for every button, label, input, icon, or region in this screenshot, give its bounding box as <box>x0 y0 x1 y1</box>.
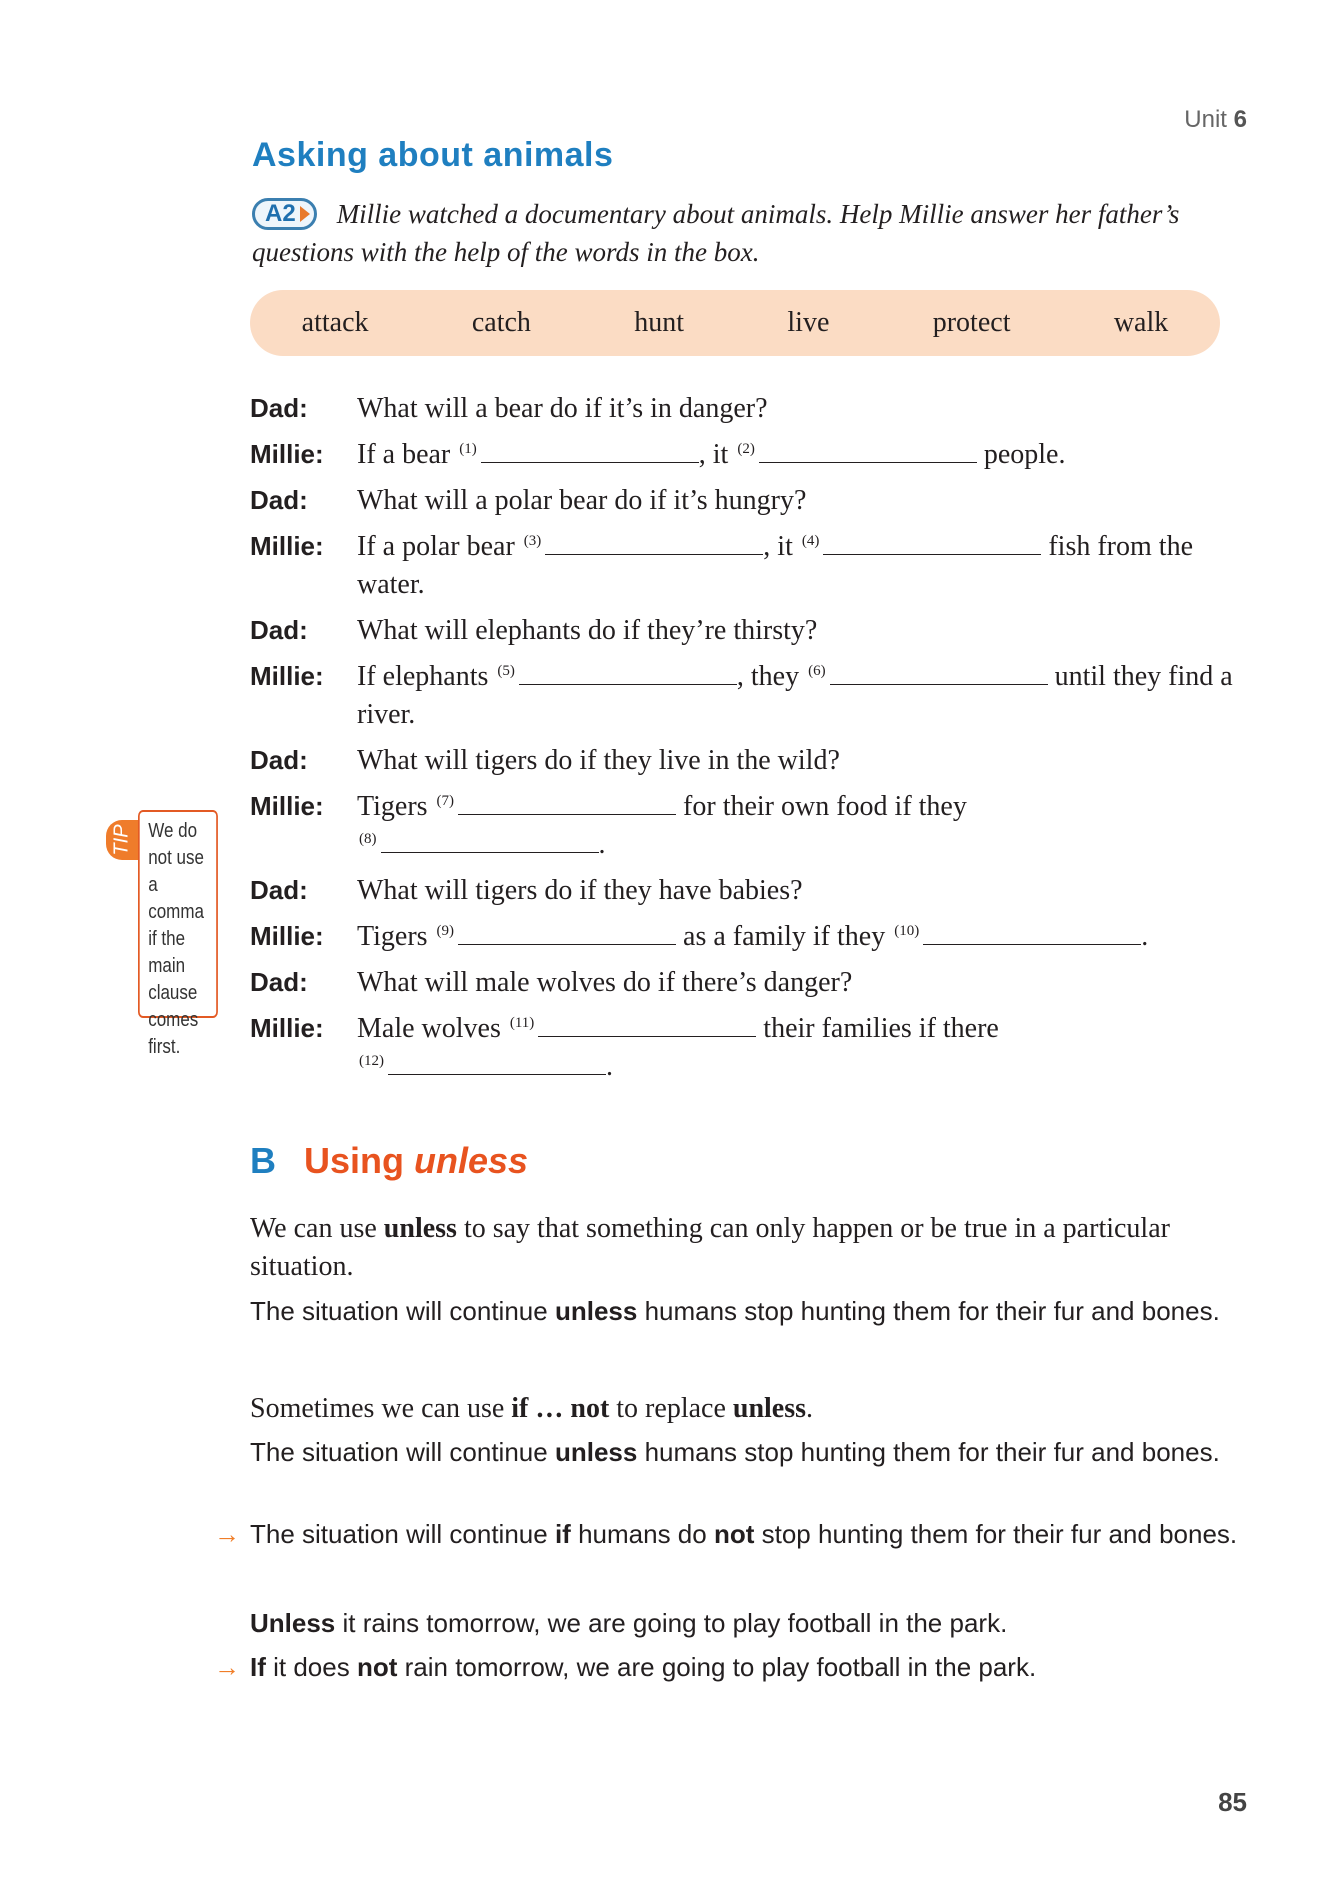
example-3: → The situation will continue if humans do not stop hunting them for their fur and bones. <box>250 1515 1250 1553</box>
dialogue-row <box>250 612 1250 650</box>
example-5: → If it does not rain tomorrow, we are going to play football in the park. <box>250 1648 1250 1686</box>
section-b-heading <box>250 1140 528 1182</box>
unit-label: Unit 6 <box>1184 106 1247 133</box>
word-catch: catch <box>471 307 531 338</box>
answer-blank[interactable] <box>519 662 737 685</box>
instruction-text: Millie watched a documentary about animals. Help Millie answer her father’s questions with the help of the words in the box. <box>252 199 1180 267</box>
answer-blank[interactable] <box>388 1052 606 1075</box>
section-letter: B <box>250 1140 276 1181</box>
dialogue-row <box>250 390 1250 428</box>
word-hunt: hunt <box>634 307 685 338</box>
section-title: Asking about animals <box>252 136 614 174</box>
answer-blank[interactable] <box>923 922 1141 945</box>
answer-blank[interactable] <box>830 662 1048 685</box>
tip-box: We do not use a comma if the main clause comes first. <box>138 810 218 1018</box>
speaker: Dad: <box>250 485 308 515</box>
dialogue-line: Tigers $^{(7)}$ for their own food if they $^{(8)}$ . <box>357 791 967 860</box>
word-protect: protect <box>932 307 1011 338</box>
speaker: Dad: <box>250 745 308 775</box>
example-2: The situation will continue unless humans stop hunting them for their fur and bones. <box>250 1437 1220 1467</box>
dialogue-line: Male wolves $^{(11)}$ their families if there $^{(12)}$ . <box>357 1013 999 1082</box>
arrow-right-icon: → <box>214 1519 240 1549</box>
answer-blank[interactable] <box>759 440 977 463</box>
dialogue-row <box>250 872 1250 910</box>
answer-blank[interactable] <box>823 532 1041 555</box>
answer-blank[interactable] <box>538 1014 756 1037</box>
word-box <box>250 290 1220 356</box>
speaker: Millie: <box>250 791 324 821</box>
word-attack: attack <box>301 307 369 338</box>
answer-blank[interactable] <box>458 922 676 945</box>
speaker: Dad: <box>250 393 308 423</box>
dialogue-line: What will a bear do if it’s in danger? <box>357 393 768 424</box>
explanation-2: Sometimes we can use if … not to replace unless. <box>250 1393 814 1424</box>
answer-blank[interactable] <box>481 440 699 463</box>
speaker: Millie: <box>250 661 324 691</box>
dialogue-line: If a bear $^{(1)}$ , it $^{(2)}$ people. <box>357 439 1066 470</box>
speaker: Millie: <box>250 531 324 561</box>
word-walk: walk <box>1113 307 1169 338</box>
dialogue-row <box>250 742 1250 780</box>
dialogue-line: If a polar bear $^{(3)}$ , it $^{(4)}$ fish from the water. <box>357 531 1193 600</box>
word-live: live <box>787 307 830 338</box>
answer-blank[interactable] <box>545 532 763 555</box>
tip-label: TIP <box>106 820 138 860</box>
dialogue-row <box>250 482 1250 520</box>
speaker: Dad: <box>250 615 308 645</box>
dialogue-row <box>250 436 1250 474</box>
dialogue-row <box>250 658 1250 734</box>
speaker: Millie: <box>250 1013 324 1043</box>
dialogue-line: What will a polar bear do if it’s hungry? <box>357 485 807 516</box>
example-1: The situation will continue unless humans stop hunting them for their fur and bones. <box>250 1296 1220 1326</box>
dialogue-line: Tigers $^{(9)}$ as a family if they $^{(10)}$ . <box>357 921 1149 952</box>
speaker: Millie: <box>250 439 324 469</box>
speaker: Millie: <box>250 921 324 951</box>
dialogue <box>250 390 1250 1094</box>
dialogue-row <box>250 918 1250 956</box>
section-b-title: Using unless <box>304 1140 529 1181</box>
dialogue-line: What will male wolves do if there’s danger? <box>357 967 853 998</box>
dialogue-line: If elephants $^{(5)}$ , they $^{(6)}$ until they find a river. <box>357 661 1233 730</box>
dialogue-row <box>250 1010 1250 1086</box>
example-4: Unless it rains tomorrow, we are going to play football in the park. <box>250 1608 1008 1638</box>
speaker: Dad: <box>250 967 308 997</box>
dialogue-line: What will tigers do if they have babies? <box>357 875 803 906</box>
arrow-right-icon: → <box>214 1652 240 1682</box>
dialogue-line: What will elephants do if they’re thirsty? <box>357 615 818 646</box>
speaker: Dad: <box>250 875 308 905</box>
explanation-1: We can use unless to say that something can only happen or be true in a particular situation. <box>250 1213 1170 1282</box>
play-triangle-icon <box>300 206 310 222</box>
page-number: 85 <box>1218 1787 1247 1817</box>
exercise-badge: A2 <box>252 198 317 230</box>
answer-blank[interactable] <box>381 830 599 853</box>
dialogue-line: What will tigers do if they live in the wild? <box>357 745 840 776</box>
instruction <box>252 195 1252 271</box>
answer-blank[interactable] <box>458 792 676 815</box>
dialogue-row <box>250 788 1250 864</box>
dialogue-row <box>250 528 1250 604</box>
dialogue-row <box>250 964 1250 1002</box>
